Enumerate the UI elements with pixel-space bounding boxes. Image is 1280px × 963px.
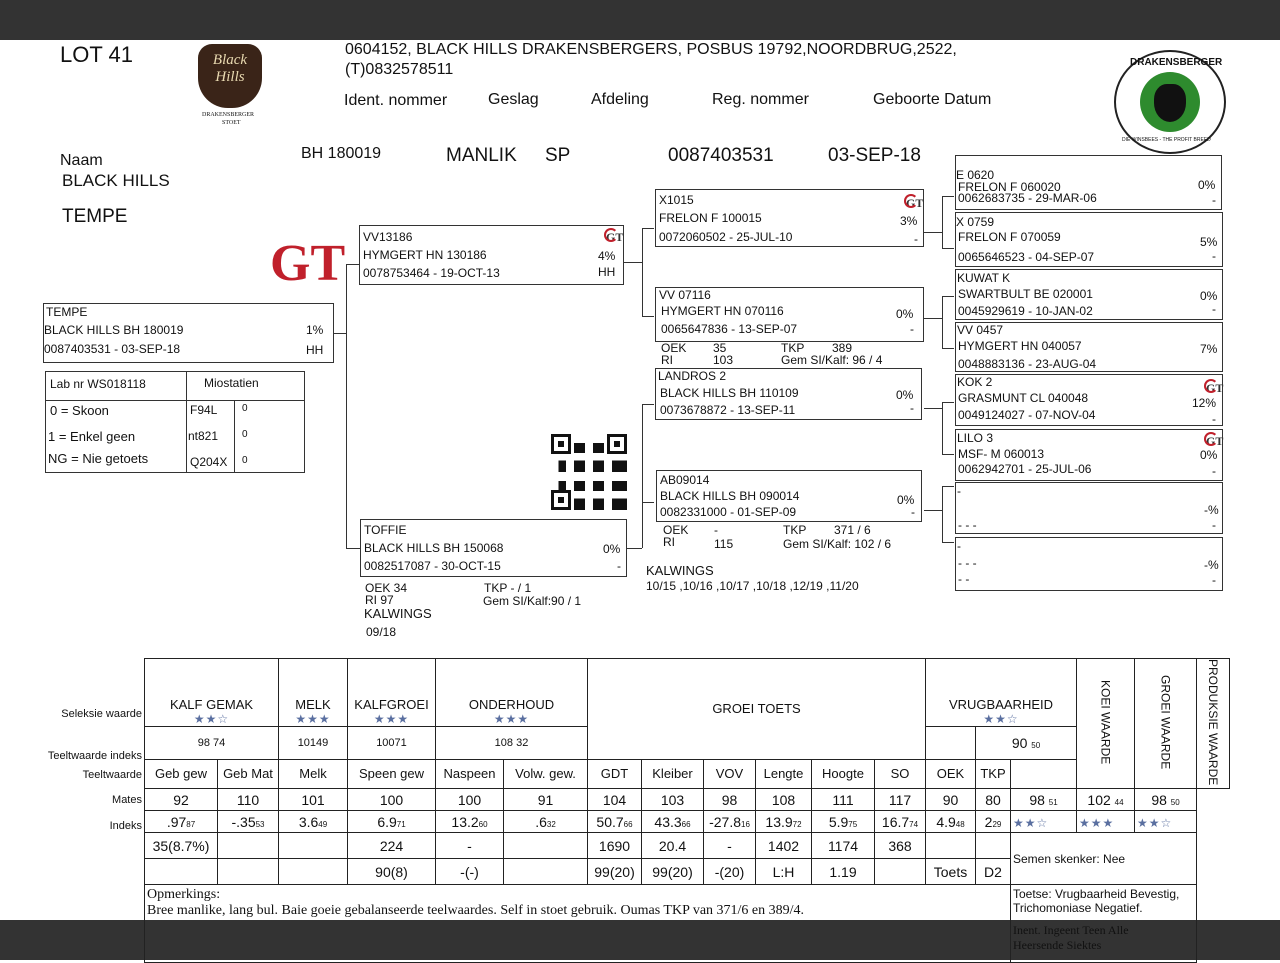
g4-box-1: E 0620 FRELON F 060020 0062683735 - 29-MAR-06 0% - [955, 155, 1222, 210]
indeks-cell: 110 [218, 789, 279, 811]
mates-cell: 1402 [756, 833, 812, 859]
groei-waarde-header: GROEI WAARDE [1135, 659, 1197, 789]
dam-gem: Gem SI/Kalf:90 / 1 [483, 594, 582, 608]
mates-cell: 35(8.7%) [145, 833, 218, 859]
toetse-line-2: Trichomoniase Negatief. [1013, 901, 1143, 916]
genetic-test-logo: GT [270, 235, 346, 292]
indeks-cell: 91 [504, 789, 588, 811]
semen-skenker: Semen skenker: Nee [1013, 851, 1126, 866]
koei-waarde-cell: 98 51 [1011, 789, 1077, 811]
mates-cell: 1690 [588, 833, 642, 859]
g4-box-2: X 0759 FRELON F 070059 0065646523 - 04-SEP-07 5% - [955, 212, 1223, 267]
gt-icon: GT [606, 230, 624, 244]
logo-caption: DRAKENSBERGER [202, 112, 255, 118]
indeks2-cell: D2 [976, 859, 1011, 885]
g4-box-4: VV 0457 HYMGERT HN 040057 0048883136 - 23-AUG-04 7% [955, 322, 1223, 372]
drakensberger-logo: DRAKENSBERGER DIE WINSBEES - THE PROFIT BREED [1114, 50, 1226, 154]
toetse-cell [1011, 885, 1197, 963]
tree-line [942, 486, 954, 487]
tree-line [624, 262, 642, 263]
group-groei-toets: GROEI TOETS [588, 659, 926, 760]
g4-box-5: KOK 2 GRASMUNT CL 040048 0049124027 - 07-NOV-04 12% - GT [957, 375, 1224, 426]
tree-line [942, 296, 954, 297]
gt-icon: GT [1206, 381, 1224, 395]
col-header: Kleiber [642, 759, 704, 789]
inent-line-2: Heersende Siektes [1013, 938, 1102, 953]
mates-cell: - [704, 833, 756, 859]
row-label-teelt: Teeltwaarde [82, 769, 142, 781]
teelt-cell: -27.816 [704, 811, 756, 833]
tree-line [626, 548, 642, 549]
group-onderhoud: ONDERHOUD ★★★ [436, 659, 588, 727]
mates-cell [504, 833, 588, 859]
teelt-cell: 3.649 [279, 811, 348, 833]
tree-line [642, 228, 643, 316]
col-header: Geb Mat [218, 759, 279, 789]
rating-cell [1135, 811, 1197, 833]
rating-stars: ★★☆ [1137, 815, 1173, 830]
col-header: TKP [976, 759, 1011, 789]
dam-kalwings-val: 09/18 [366, 625, 397, 639]
mates-cell: 224 [348, 833, 436, 859]
tree-line [642, 404, 654, 405]
tree-line [924, 408, 942, 409]
row-label-indeks2: Indeks [109, 820, 142, 832]
naam-label: Naam [60, 152, 103, 169]
col-header: Naspeen [436, 759, 504, 789]
rating-stars: ★★☆ [1013, 815, 1049, 830]
indeks-cell: 92 [145, 789, 218, 811]
animal-name-2: TEMPE [62, 206, 128, 227]
mates-cell [926, 833, 976, 859]
indeks2-cell: -(20) [704, 859, 756, 885]
mates-cell: 1174 [812, 833, 875, 859]
tree-line [942, 402, 943, 454]
dam-sire-box: LANDROS 2 BLACK HILLS BH 110109 0073678872 - 13-SEP-11 0% - [655, 368, 922, 420]
opmerkings-label: Opmerkings: [147, 887, 221, 903]
header-reg: Reg. nommer [712, 91, 809, 108]
indeks-cell: 100 [436, 789, 504, 811]
group-kalfgroei: KALFGROEI ★★★ [348, 659, 436, 727]
mates-cell [279, 833, 348, 859]
indeks2-cell: 99(20) [588, 859, 642, 885]
tree-line [942, 248, 954, 249]
g4-box-7: - - - - -% - [955, 482, 1223, 534]
tree-line [924, 318, 942, 319]
header-geboorte: Geboorte Datum [873, 91, 992, 108]
mates-cell [976, 833, 1011, 859]
tree-line [924, 510, 942, 511]
dam-kalwings: KALWINGS [364, 606, 432, 621]
indeks2-cell: 1.19 [812, 859, 875, 885]
teelt-cell: .9787 [145, 811, 218, 833]
teelt-cell: 16.774 [875, 811, 926, 833]
teelt-cell: 13.972 [756, 811, 812, 833]
indeks-cell: 100 [348, 789, 436, 811]
col-header: Volw. gew. [504, 759, 588, 789]
g4-box-8: - - - - - - -% - [955, 537, 1223, 591]
animal-geboorte: 03-SEP-18 [828, 145, 921, 166]
tree-line [346, 264, 360, 265]
tree-line [346, 264, 347, 548]
col-header: VOV [704, 759, 756, 789]
mates-cell: 20.4 [642, 833, 704, 859]
indeks2-cell [504, 859, 588, 885]
header-geslag: Geslag [488, 91, 539, 108]
teelt-cell: 4.948 [926, 811, 976, 833]
koei-waarde-header: KOEI WAARDE [1077, 659, 1135, 789]
teelt-cell: .632 [504, 811, 588, 833]
animal-reg: 0087403531 [668, 145, 774, 166]
header-afdeling: Afdeling [591, 91, 649, 108]
header-ident: Ident. nommer [344, 92, 448, 109]
tree-line [346, 548, 360, 549]
top-bar [0, 0, 1280, 40]
rating-stars: ★★☆ [983, 712, 1019, 727]
group-vrugbaarheid: VRUGBAARHEID ★★☆ [926, 659, 1077, 727]
tree-line [942, 486, 943, 542]
tree-line [642, 228, 654, 229]
seleksie-melk: 10149 [279, 727, 348, 760]
inent-line-1: Inent. Ingeent Teen Alle [1013, 923, 1129, 938]
indeks-cell: 111 [812, 789, 875, 811]
indeks2-cell: Toets [926, 859, 976, 885]
group-kalf-gemak: KALF GEMAK ★★☆ [145, 659, 279, 727]
dam-dam-box: AB09014 BLACK HILLS BH 090014 0082331000 - 01-SEP-09 0% - [656, 470, 922, 522]
teelt-cell: 43.366 [642, 811, 704, 833]
groei-waarde-cell: 102 44 [1077, 789, 1135, 811]
produksie-waarde-header: PRODUKSIE WAARDE [1197, 659, 1230, 789]
gt-icon: GT [906, 196, 924, 210]
lab-nr: Lab nr WS018118 [50, 377, 146, 391]
rating-stars: ★★★ [1079, 815, 1115, 830]
logo-caption-2: STOET [222, 120, 241, 126]
dam-box: TOFFIE BLACK HILLS BH 150068 0082517087 - 30-OCT-15 0% - [360, 519, 627, 577]
subject-box: TEMPE BLACK HILLS BH 180019 0087403531 - 03-SEP-18 1% HH [43, 303, 334, 363]
animal-afdeling: SP [545, 145, 571, 166]
indeks-cell: 103 [642, 789, 704, 811]
animal-ident: BH 180019 [301, 145, 382, 162]
indeks-cell: 80 [976, 789, 1011, 811]
animal-name-1: BLACK HILLS [62, 171, 170, 190]
seleksie-kalfgroei: 10071 [348, 727, 436, 760]
semen-cell [1011, 833, 1197, 885]
indeks2-cell [875, 859, 926, 885]
row-label-indeks: Teeltwaarde indeks [47, 750, 142, 762]
teelt-cell: 13.260 [436, 811, 504, 833]
rating-cell [1077, 811, 1135, 833]
performance-table [144, 658, 1230, 963]
seleksie-vrugbaarheid: 90 50 [976, 727, 1077, 760]
sire-box: VV13186 HYMGERT HN 130186 0078753464 - 19-OCT-13 4% HH GT [359, 225, 624, 285]
g4-box-6: LILO 3 MSF- M 060013 0062942701 - 25-JUL-06 0% - GT [955, 429, 1223, 481]
tree-line [642, 316, 654, 317]
mates-cell: - [436, 833, 504, 859]
rating-stars: ★★☆ [193, 712, 230, 727]
indeks-cell: 98 [704, 789, 756, 811]
dam-tkp: TKP - / 1 [484, 581, 532, 595]
breeder-line-1: 0604152, BLACK HILLS DRAKENSBERGERS, POSBUS 19792,NOORDBRUG,2522, [345, 41, 957, 58]
row-label-mates: Mates [112, 794, 142, 806]
opmerkings-cell [145, 885, 1011, 963]
qr-code [551, 434, 627, 510]
mates-cell: 368 [875, 833, 926, 859]
tree-line [924, 232, 942, 233]
toetse-line-1: Toetse: Vrugbaarheid Bevestig, [1013, 887, 1180, 902]
indeks-cell: 104 [588, 789, 642, 811]
opmerkings-text: Bree manlike, lang bul. Baie goeie gebalanseerde teelwaardes. Self in stoet gebruik. Oumas TKP van 371/6 en 389/4. [147, 903, 805, 919]
mates-cell [218, 833, 279, 859]
sire-dam-box: VV 07116 HYMGERT HN 070116 0065647836 - 13-SEP-07 0% - [655, 287, 924, 342]
produksie-waarde-cell: 98 50 [1135, 789, 1197, 811]
indeks2-cell [218, 859, 279, 885]
tree-line [942, 402, 954, 403]
dam-ri: RI 97 [365, 593, 394, 607]
teelt-cell: -.3553 [218, 811, 279, 833]
seleksie-kalf-gemak: 98 74 [145, 727, 279, 760]
indeks2-cell: 99(20) [642, 859, 704, 885]
sire-sire-box: X1015 FRELON F 100015 0072060502 - 25-JUL-10 3% - GT [655, 189, 924, 247]
col-header: Speen gew [348, 759, 436, 789]
col-header: GDT [588, 759, 642, 789]
tree-line [642, 502, 654, 503]
breeder-line-2: (T)0832578511 [345, 61, 454, 78]
indeks2-cell: -(-) [436, 859, 504, 885]
lab-box: Lab nr WS018118 Miostatien 0 = Skoon 1 = Enkel geen NG = Nie getoets F94L nt821 Q204X 0 0 0 [45, 371, 305, 473]
rating-cell [1011, 811, 1077, 833]
teelt-cell: 6.971 [348, 811, 436, 833]
tree-line [942, 296, 943, 348]
rating-stars: ★★★ [493, 712, 530, 727]
indeks2-cell [279, 859, 348, 885]
tree-line [942, 348, 954, 349]
col-header: SO [875, 759, 926, 789]
rating-stars: ★★★ [373, 712, 410, 727]
tree-line [942, 196, 943, 248]
col-header: Hoogte [812, 759, 875, 789]
row-label-seleksie: Seleksie waarde [61, 708, 142, 720]
bull-icon [1154, 84, 1186, 122]
animal-geslag: MANLIK [446, 145, 517, 166]
indeks-cell: 117 [875, 789, 926, 811]
black-hills-logo: Black Hills [198, 44, 262, 108]
dam-oek: OEK 34 [365, 581, 408, 595]
lot-number: LOT 41 [60, 42, 133, 67]
teelt-cell: 50.766 [588, 811, 642, 833]
indeks-cell: 90 [926, 789, 976, 811]
tree-line [334, 333, 346, 334]
group-melk: MELK ★★★ [279, 659, 348, 727]
seleksie-onderhoud: 108 32 [436, 727, 588, 760]
indeks-cell: 108 [756, 789, 812, 811]
col-header: Melk [279, 759, 348, 789]
g4-box-3: KUWAT K SWARTBULT BE 020001 0045929619 - 10-JAN-02 0% - [955, 269, 1223, 320]
col-header: Lengte [756, 759, 812, 789]
indeks2-cell [145, 859, 218, 885]
indeks-cell: 101 [279, 789, 348, 811]
tree-line [942, 196, 954, 197]
col-header: OEK [926, 759, 976, 789]
tree-line [642, 404, 643, 548]
tree-line [942, 454, 954, 455]
col-header: Geb gew [145, 759, 218, 789]
teelt-cell: 229 [976, 811, 1011, 833]
rating-stars: ★★★ [295, 712, 331, 727]
teelt-cell: 5.975 [812, 811, 875, 833]
miostatien: Miostatien [204, 376, 259, 390]
gt-icon: GT [1206, 434, 1224, 448]
indeks2-cell: 90(8) [348, 859, 436, 885]
indeks2-cell: L:H [756, 859, 812, 885]
tree-line [942, 542, 954, 543]
